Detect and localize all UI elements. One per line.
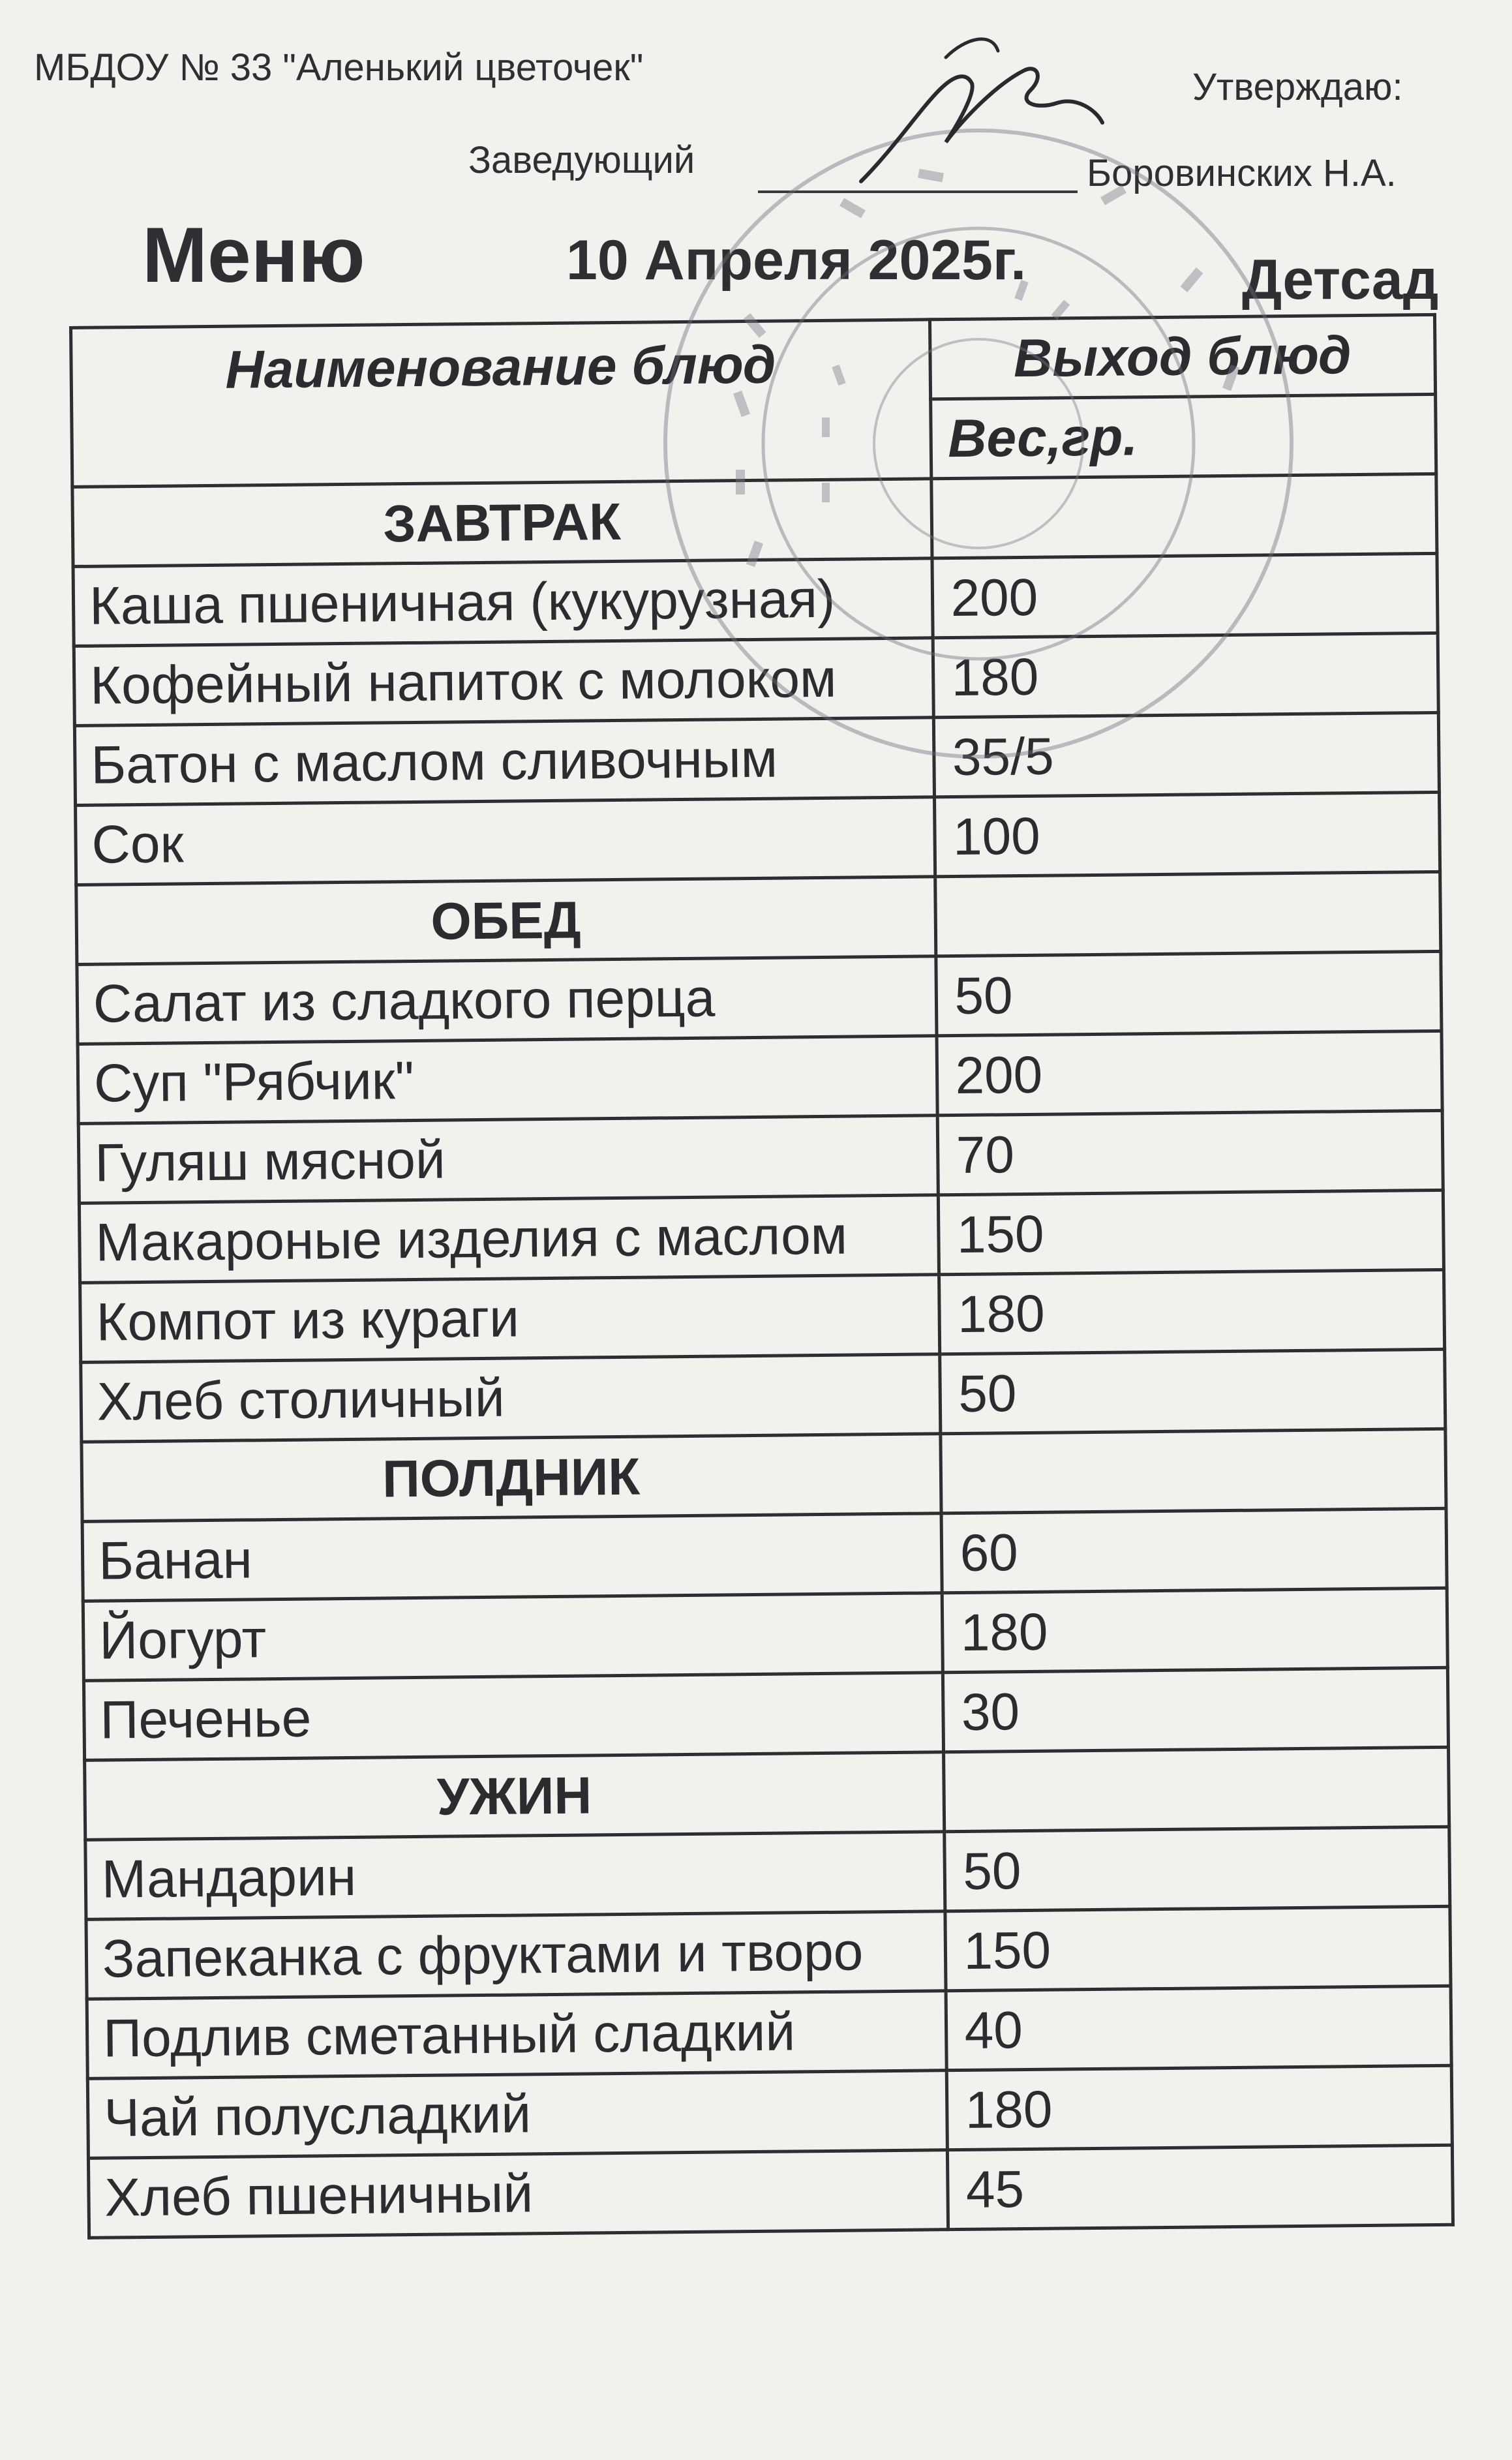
dish-weight: 70 [937, 1110, 1444, 1194]
menu-place: Детсад [1242, 249, 1439, 311]
table-row [74, 633, 1438, 725]
section-label: ОБЕД [76, 877, 936, 965]
dish-name: Банан [82, 1513, 942, 1602]
dish-weight: 45 [947, 2145, 1453, 2229]
organization-name: МБДОУ № 33 "Аленький цветочек" [34, 46, 644, 89]
table-row [81, 1349, 1445, 1442]
head-name: Боровинских Н.А. [1087, 152, 1397, 194]
column-header-output: Выход блюд [930, 314, 1436, 399]
section-weight-empty [931, 474, 1437, 558]
dish-name: Запеканка с фруктами и творо [86, 1911, 946, 1999]
head-role: Заведующий [468, 139, 695, 181]
section-row [72, 474, 1437, 566]
table-row [74, 712, 1439, 805]
table-header-row [71, 314, 1436, 407]
dish-weight: 50 [939, 1349, 1445, 1433]
dish-weight: 60 [941, 1508, 1447, 1592]
table-row [86, 1906, 1451, 1999]
menu-date: 10 Апреля 2025г. [566, 229, 1027, 292]
dish-name: Сок [76, 797, 935, 885]
section-row [82, 1429, 1446, 1521]
section-label: ЗАВТРАК [72, 479, 932, 567]
dish-weight: 180 [933, 633, 1439, 717]
approve-label: Утверждаю: [1192, 66, 1403, 108]
dish-name: Чай полусладкий [87, 2071, 947, 2159]
column-header-weight: Вес,гр. [930, 394, 1436, 478]
dish-weight: 180 [939, 1269, 1445, 1354]
table-row [79, 1190, 1444, 1283]
dish-name: Макароные изделия с маслом [79, 1195, 939, 1283]
dish-name: Батон с маслом сливочным [74, 718, 934, 806]
section-label: ПОЛДНИК [82, 1434, 941, 1522]
table-row [87, 1986, 1451, 2078]
dish-weight: 30 [943, 1667, 1449, 1752]
dish-weight: 50 [935, 951, 1442, 1035]
dish-weight: 150 [938, 1190, 1444, 1274]
table-row [77, 951, 1442, 1044]
dish-name: Гуляш мясной [78, 1116, 938, 1204]
handwritten-signature [841, 31, 1128, 201]
dish-weight: 180 [942, 1588, 1448, 1672]
table-row [85, 1827, 1450, 1919]
dish-name: Суп "Рябчик" [78, 1036, 937, 1124]
section-label: УЖИН [85, 1752, 945, 1840]
menu-title: Меню [142, 211, 365, 299]
dish-name: Печенье [83, 1673, 943, 1761]
section-weight-empty [935, 872, 1441, 956]
dish-weight: 40 [946, 1986, 1452, 2070]
menu-table [69, 313, 1455, 2240]
dish-weight: 180 [946, 2065, 1453, 2149]
dish-weight: 50 [944, 1827, 1450, 1911]
table-row [87, 2065, 1452, 2158]
table-row [88, 2145, 1453, 2238]
dish-weight: 35/5 [933, 712, 1440, 797]
dish-name: Компот из кураги [80, 1275, 940, 1363]
table-row [80, 1269, 1445, 1362]
section-weight-empty [940, 1429, 1446, 1513]
table-row [78, 1031, 1442, 1123]
dish-name: Мандарин [85, 1832, 945, 1920]
dish-name: Хлеб пшеничный [88, 2150, 948, 2238]
table-row [82, 1508, 1447, 1601]
table-row [83, 1667, 1448, 1760]
dish-name: Подлив сметанный сладкий [87, 1991, 946, 2079]
dish-name: Хлеб столичный [81, 1354, 941, 1442]
column-header-name: Наименование блюд [71, 320, 931, 487]
table-row [83, 1588, 1447, 1680]
dish-name: Салат из сладкого перца [77, 956, 937, 1044]
dish-weight: 200 [937, 1031, 1443, 1115]
section-row [76, 872, 1441, 964]
signature-line [758, 190, 1078, 193]
dish-weight: 200 [932, 553, 1438, 637]
table-row [73, 553, 1438, 646]
dish-weight: 150 [945, 1906, 1451, 1990]
dish-name: Кофейный напиток с молоком [74, 638, 933, 726]
table-row [76, 792, 1440, 885]
section-row [85, 1747, 1449, 1840]
section-weight-empty [943, 1747, 1449, 1831]
dish-name: Каша пшеничная (кукурузная) [73, 558, 933, 646]
dish-weight: 100 [934, 792, 1440, 876]
dish-name: Йогурт [83, 1593, 943, 1681]
table-row [78, 1110, 1443, 1203]
